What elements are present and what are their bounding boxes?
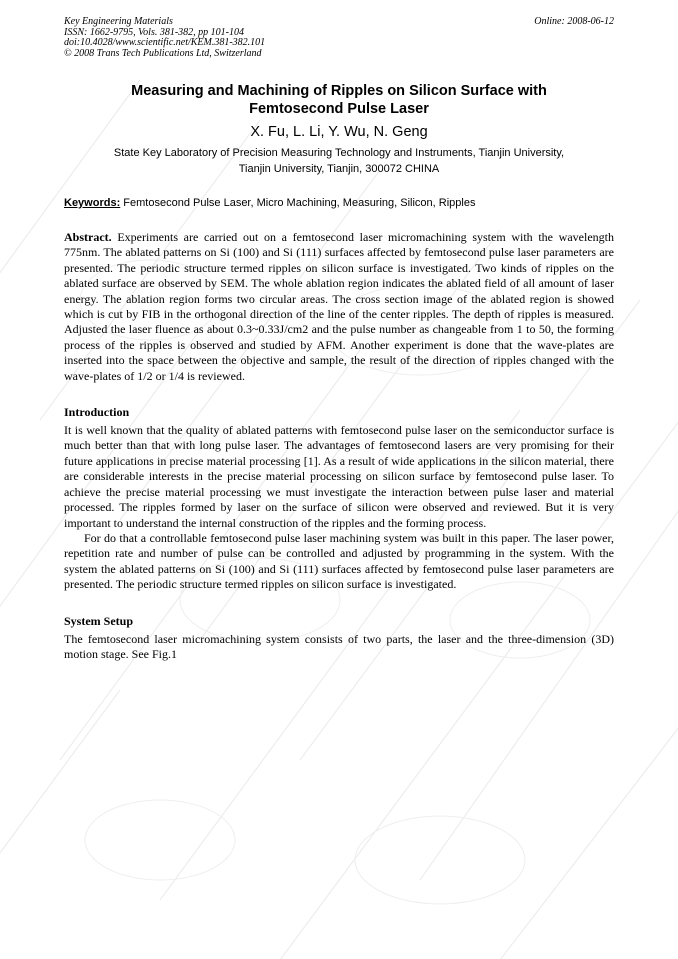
doi-line: doi:10.4028/www.scientific.net/KEM.381-382.101 [64, 37, 266, 48]
paper-page [64, 17, 614, 662]
keywords-label: Keywords: [64, 197, 121, 209]
keywords-text: Femtosecond Pulse Laser, Micro Machining, Measuring, Silicon, Ripples [120, 197, 476, 209]
abstract-text: Experiments are carried out on a femtosecond laser micromachining system with the wavelength 775nm. The ablated patterns on Si (100) and Si (111) surfaces affected by femtosecond pulse laser parameters are presented. The periodic structure termed ripples on silicon surface is investigated. Two kinds of ripples on the ablated surface are observed by SEM. The whole ablation region indicates the ablated field of all amount of laser energy. The ablation region forms two circular areas. The cross section image of the ablated region is showed which is cut by FIB in the orthogonal direction of the line of the center ripples. The depth of ripples is measured. Adjusted the laser fluence as about 0.3~0.33J/cm2 and the pulse number as changeable from 1 to 50, the forming process of the ripples is observed and studied by AFM. Another experiment is done that the wave-plates are inserted into the space between the objective and sample, the result of the direction of ripples changed with the wave-plates of 1/2 or 1/4 is reviewed. [64, 230, 614, 383]
abstract [64, 230, 614, 384]
authors: X. Fu, L. Li, Y. Wu, N. Geng [250, 124, 428, 140]
system-setup-heading: System Setup [64, 613, 134, 628]
online-date: Online: 2008-06-12 [534, 16, 614, 27]
introduction-heading: Introduction [64, 405, 130, 420]
introduction-paragraph-2: For do that a controllable femtosecond pulse laser machining system was built in this paper. The laser power, repetition rate and number of pulse can be controlled and adjusted by programming in the system. With the system the ablated patterns on Si (100) and Si (111) surfaces affected by femtosecond pulse laser parameters are presented. The periodic structure termed ripples on silicon surface is investigated. [64, 530, 614, 592]
keywords [64, 196, 614, 211]
copyright-line: © 2008 Trans Tech Publications Ltd, Switzerland [64, 47, 262, 59]
issn-line: ISSN: 1662-9795, Vols. 381-382, pp 101-104 [64, 26, 244, 38]
abstract-label: Abstract. [64, 230, 112, 244]
introduction-paragraph-1: It is well known that the quality of ablated patterns with femtosecond pulse laser on the semiconductor surface is much better than that with long pulse laser. The advantages of femtosecond lasers are very promising for their future applications in precise material processing [1]. As a result of wide applications in the silicon material, there are considerable interests in the precise material processing on silicon surface by femtosecond pulse laser. To achieve the precise material processing we must investigate the interaction between pulse laser and material processed. The ripples formed by laser on the surface of silicon were observed and reviewed. But it is very important to understand the internal construction of the ripples and the forming process. [64, 423, 614, 530]
journal-name: Key Engineering Materials [64, 16, 173, 27]
header-meta [64, 17, 614, 59]
system-setup-paragraph-1: The femtosecond laser micromachining system consists of two parts, the laser and the three-dimension (3D) motion stage. See Fig.1 [64, 631, 614, 661]
paper-title [64, 82, 614, 118]
title-line-2: Femtosecond Pulse Laser [249, 101, 429, 117]
affiliation-line-2: Tianjin University, Tianjin, 300072 CHINA [238, 162, 440, 175]
title-line-1: Measuring and Machining of Ripples on Silicon Surface with [131, 83, 547, 99]
affiliation-line-1: State Key Laboratory of Precision Measuring Technology and Instruments, Tianjin University, [113, 147, 565, 159]
affiliation [64, 146, 614, 177]
